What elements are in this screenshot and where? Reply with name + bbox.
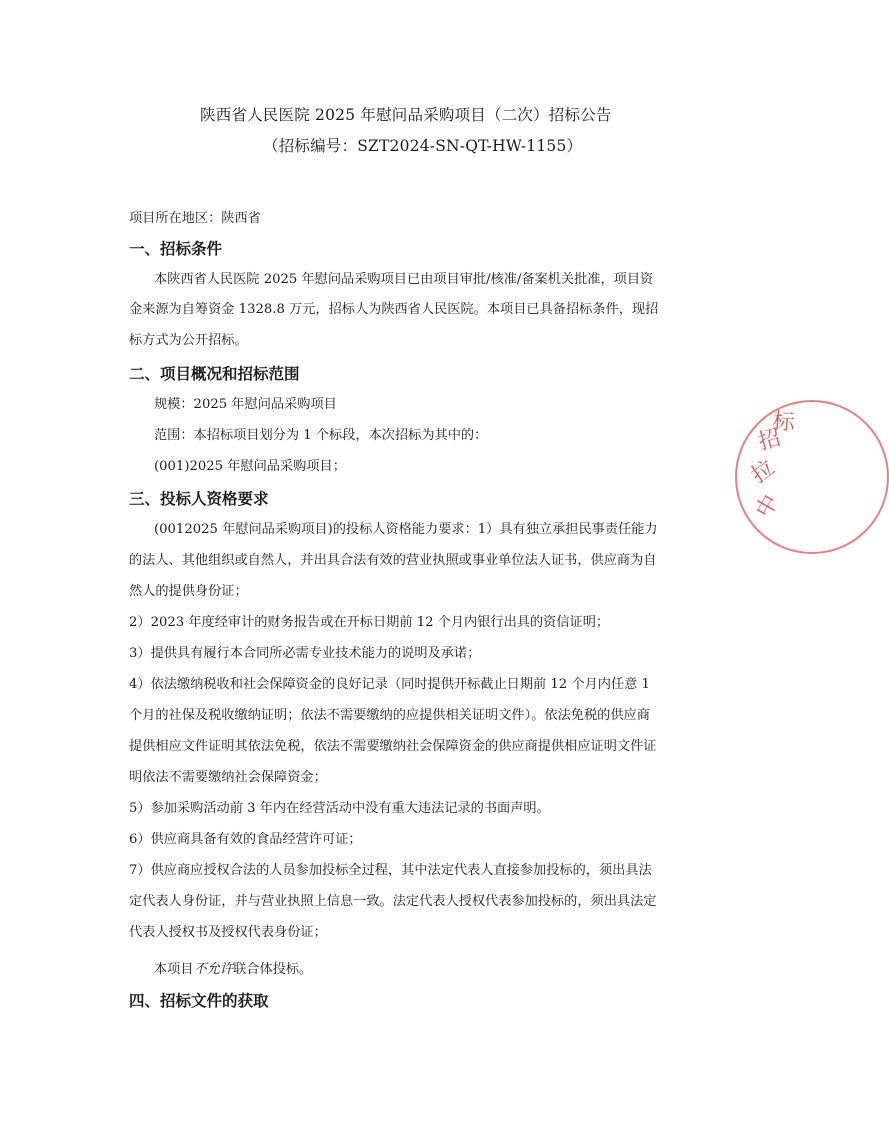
consortium-suffix: 联合体投标。 (233, 962, 313, 977)
paragraph-line: 代表人授权书及授权代表身份证； (129, 925, 327, 940)
section-heading-3: 三、投标人资格要求 (129, 490, 269, 508)
section-heading-1: 一、招标条件 (129, 240, 223, 258)
paragraph-line: 范围：本招标项目划分为 1 个标段，本次招标为其中的： (154, 428, 488, 443)
paragraph-line: 金来源为自筹资金 1328.8 万元，招标人为陕西省人民医院。本项目已具备招标条件，现招 (129, 302, 659, 317)
seal-char: 中 (751, 490, 785, 523)
paragraph-line: 标方式为公开招标。 (129, 333, 248, 348)
seal-char: 标 (771, 409, 796, 436)
consortium-prefix: 本项目 (154, 962, 194, 977)
paragraph-line: 明依法不需要缴纳社会保障资金； (129, 770, 327, 785)
document-title: 陕西省人民医院 2025 年慰问品采购项目（二次）招标公告 (200, 106, 612, 124)
consortium-note (154, 958, 312, 977)
paragraph-line: 3）提供具有履行本合同所必需专业技术能力的说明及承诺； (129, 646, 481, 661)
paragraph-line: 2）2023 年度经审计的财务报告或在开标日期前 12 个月内银行出具的资信证明； (129, 615, 610, 630)
official-seal (725, 395, 796, 555)
paragraph-line: 的法人、其他组织或自然人，并出具合法有效的营业执照或事业单位法人证书，供应商为自 (129, 553, 657, 568)
paragraph-line: 提供相应文件证明其依法免税，依法不需要缴纳社会保障资金的供应商提供相应证明文件证 (129, 739, 657, 754)
seal-char: 招 (755, 425, 784, 456)
paragraph-line: 4）依法缴纳税收和社会保障资金的良好记录（同时提供开标截止日期前 12 个月内任意 1 (129, 677, 650, 692)
section-heading-2: 二、项目概况和招标范围 (129, 365, 300, 383)
seal-char: 拉 (746, 455, 780, 489)
paragraph-line: 定代表人身份证，并与营业执照上信息一致。法定代表人授权代表参加投标的，须出具法定 (129, 894, 657, 909)
paragraph-line: 5）参加采购活动前 3 年内在经营活动中没有重大违法记录的书面声明。 (129, 801, 550, 816)
paragraph-line: 6）供应商具备有效的食品经营许可证； (129, 832, 362, 847)
paragraph-line: 7）供应商应授权合法的人员参加投标全过程，其中法定代表人直接参加投标的，须出具法 (129, 863, 652, 878)
consortium-emphasis: 不允许 (193, 962, 234, 977)
paragraph-line: 然人的提供身份证； (129, 584, 248, 599)
paragraph-line: (0012025 年慰问品采购项目)的投标人资格能力要求：1）具有独立承担民事责任能力 (154, 522, 658, 537)
tender-number: （招标编号：SZT2024-SN-QT-HW-1155） (263, 137, 583, 155)
paragraph-line: 规模：2025 年慰问品采购项目 (154, 397, 337, 412)
paragraph-line: (001)2025 年慰问品采购项目； (154, 459, 346, 474)
section-heading-4: 四、招标文件的获取 (129, 992, 269, 1010)
project-location: 项目所在地区：陕西省 (129, 211, 261, 226)
paragraph-line: 个月的社保及税收缴纳证明；依法不需要缴纳的应提供相关证明文件）。依法免税的供应商 (129, 708, 650, 723)
paragraph-line: 本陕西省人民医院 2025 年慰问品采购项目已由项目审批/核准/备案机关批准，项目资 (154, 272, 654, 287)
